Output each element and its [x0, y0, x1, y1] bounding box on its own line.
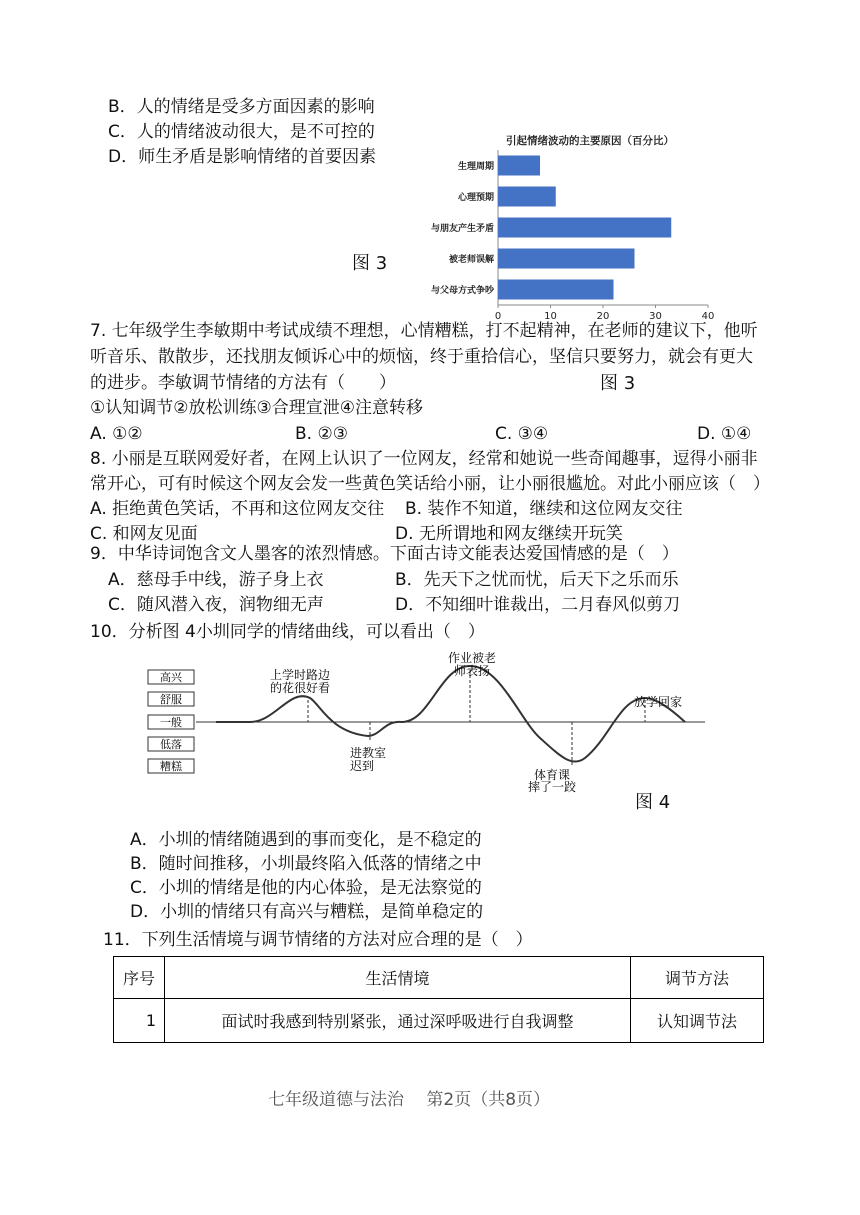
event4-line2: 摔了一跤 — [527, 780, 577, 794]
q7-stem-line2: 听音乐、散散步，还找朋友倾诉心中的烦恼，终于重拾信心，坚信只要努力，就会有更大 — [90, 347, 753, 367]
cell-index: 1 — [114, 999, 165, 1043]
event4-line1: 体育课 — [533, 768, 571, 782]
q11-stem: 11．下列生活情境与调节情绪的方法对应合理的是（ ） — [103, 930, 533, 950]
q9-option-a: A．慈母手中线，游子身上衣 — [108, 570, 324, 590]
event1-line1: 上学时路边 — [269, 668, 331, 682]
q7-figure-label: 图 3 — [600, 373, 636, 394]
category-label-4: 被老师误解 — [448, 255, 494, 265]
figure4-emotion-curve — [140, 648, 710, 798]
q7-stem-line3: 的进步。李敏调节情绪的方法有（ ） — [90, 373, 396, 393]
event2-line1: 进教室 — [349, 746, 387, 760]
level-labels — [148, 670, 194, 773]
q10-option-d: D．小圳的情绪只有高兴与糟糕，是简单稳定的 — [130, 902, 484, 922]
page-footer: 七年级道德与法治 第2页（共8页） — [268, 1090, 551, 1110]
category-label-1: 生理周期 — [457, 162, 494, 172]
q7-option-a: A. ①② — [90, 424, 143, 444]
q6-option-d: D．师生矛盾是影响情绪的首要因素 — [108, 147, 377, 167]
chart-title: 引起情绪波动的主要原因（百分比） — [506, 135, 674, 147]
q7-option-b: B. ②③ — [295, 424, 348, 444]
cell-situation: 面试时我感到特别紧张，通过深呼吸进行自我调整 — [165, 999, 631, 1043]
q9-option-c: C．随风潜入夜，润物细无声 — [108, 595, 324, 615]
q7-option-c: C. ③④ — [495, 424, 549, 444]
q8-option-d: D. 无所谓地和网友继续开玩笑 — [395, 524, 623, 544]
level-bad: 糟糕 — [160, 760, 182, 773]
q8-option-a: A. 拒绝黄色笑话，不再和这位网友交往 — [90, 499, 385, 519]
figure4-label: 图 4 — [635, 792, 671, 813]
q7-option-d: D. ①④ — [697, 424, 752, 444]
q10-option-a: A．小圳的情绪随遇到的事而变化，是不稳定的 — [130, 830, 482, 850]
event3-line2: 师表扬 — [453, 664, 491, 678]
q8-stem-line1: 8. 小丽是互联网爱好者，在网上认识了一位网友，经常和她说一些奇闻趣事，逗得小丽非 — [90, 449, 758, 469]
q6-option-b: B．人的情绪是受多方面因素的影响 — [108, 97, 375, 117]
header-index: 序号 — [114, 957, 165, 999]
q8-stem-line2: 常开心，可有时候这个网友会发一些黄色笑话给小丽，让小丽很尴尬。对此小丽应该（ ） — [90, 474, 770, 494]
level-high: 高兴 — [160, 671, 182, 684]
q9-stem: 9．中华诗词饱含文人墨客的浓烈情感。下面古诗文能表达爱国情感的是（ ） — [90, 544, 679, 564]
header-method: 调节方法 — [631, 957, 764, 999]
level-comfortable: 舒服 — [160, 693, 182, 706]
event3-line1: 作业被老 — [447, 651, 497, 665]
figure3-bar-chart — [400, 126, 720, 322]
q7-stem-line1: 7. 七年级学生李敏期中考试成绩不理想，心情糟糕，打不起精神，在老师的建议下，他听 — [90, 321, 758, 341]
q9-option-d: D．不知细叶谁裁出，二月春风似剪刀 — [395, 595, 681, 615]
level-normal: 一般 — [160, 716, 182, 729]
event1-line2: 的花很好看 — [269, 681, 331, 695]
x-tick-label-1: 10 — [544, 311, 557, 322]
x-tick-label-4: 40 — [701, 311, 715, 322]
table-row — [114, 999, 764, 1043]
category-label-3: 与朋友产生矛盾 — [430, 224, 494, 234]
header-situation: 生活情境 — [165, 957, 631, 999]
bar-1 — [498, 156, 540, 176]
bar-3 — [498, 218, 671, 238]
event2-line2: 迟到 — [349, 759, 375, 773]
x-tick-label-3: 30 — [649, 311, 662, 322]
x-tick-label-2: 20 — [596, 311, 610, 322]
q9-option-b: B．先天下之忧而忧，后天下之乐而乐 — [395, 570, 679, 590]
category-label-5: 与父母方式争吵 — [430, 286, 494, 296]
q8-option-b: B. 装作不知道，继续和这位网友交往 — [405, 499, 683, 519]
q6-option-c: C．人的情绪波动很大，是不可控的 — [108, 122, 375, 142]
q10-option-c: C．小圳的情绪是他的内心体验，是无法察觉的 — [130, 878, 482, 898]
bar-5 — [498, 280, 614, 300]
table-header-row — [114, 957, 764, 999]
level-low: 低落 — [160, 738, 182, 751]
q10-option-b: B．随时间推移，小圳最终陷入低落的情绪之中 — [130, 854, 482, 874]
category-label-2: 心理预期 — [457, 193, 494, 203]
q8-option-c: C. 和网友见面 — [90, 524, 198, 544]
q7-items: ①认知调节②放松训练③合理宣泄④注意转移 — [90, 398, 423, 418]
q11-table — [113, 956, 764, 1043]
figure3-label: 图 3 — [352, 253, 388, 274]
event5-label: 放学回家 — [633, 695, 683, 709]
x-tick-label-0: 0 — [494, 311, 502, 322]
bar-4 — [498, 249, 635, 269]
q10-stem: 10．分析图 4小圳同学的情绪曲线，可以看出（ ） — [90, 622, 485, 642]
cell-method: 认知调节法 — [631, 999, 764, 1043]
bar-2 — [498, 187, 556, 207]
